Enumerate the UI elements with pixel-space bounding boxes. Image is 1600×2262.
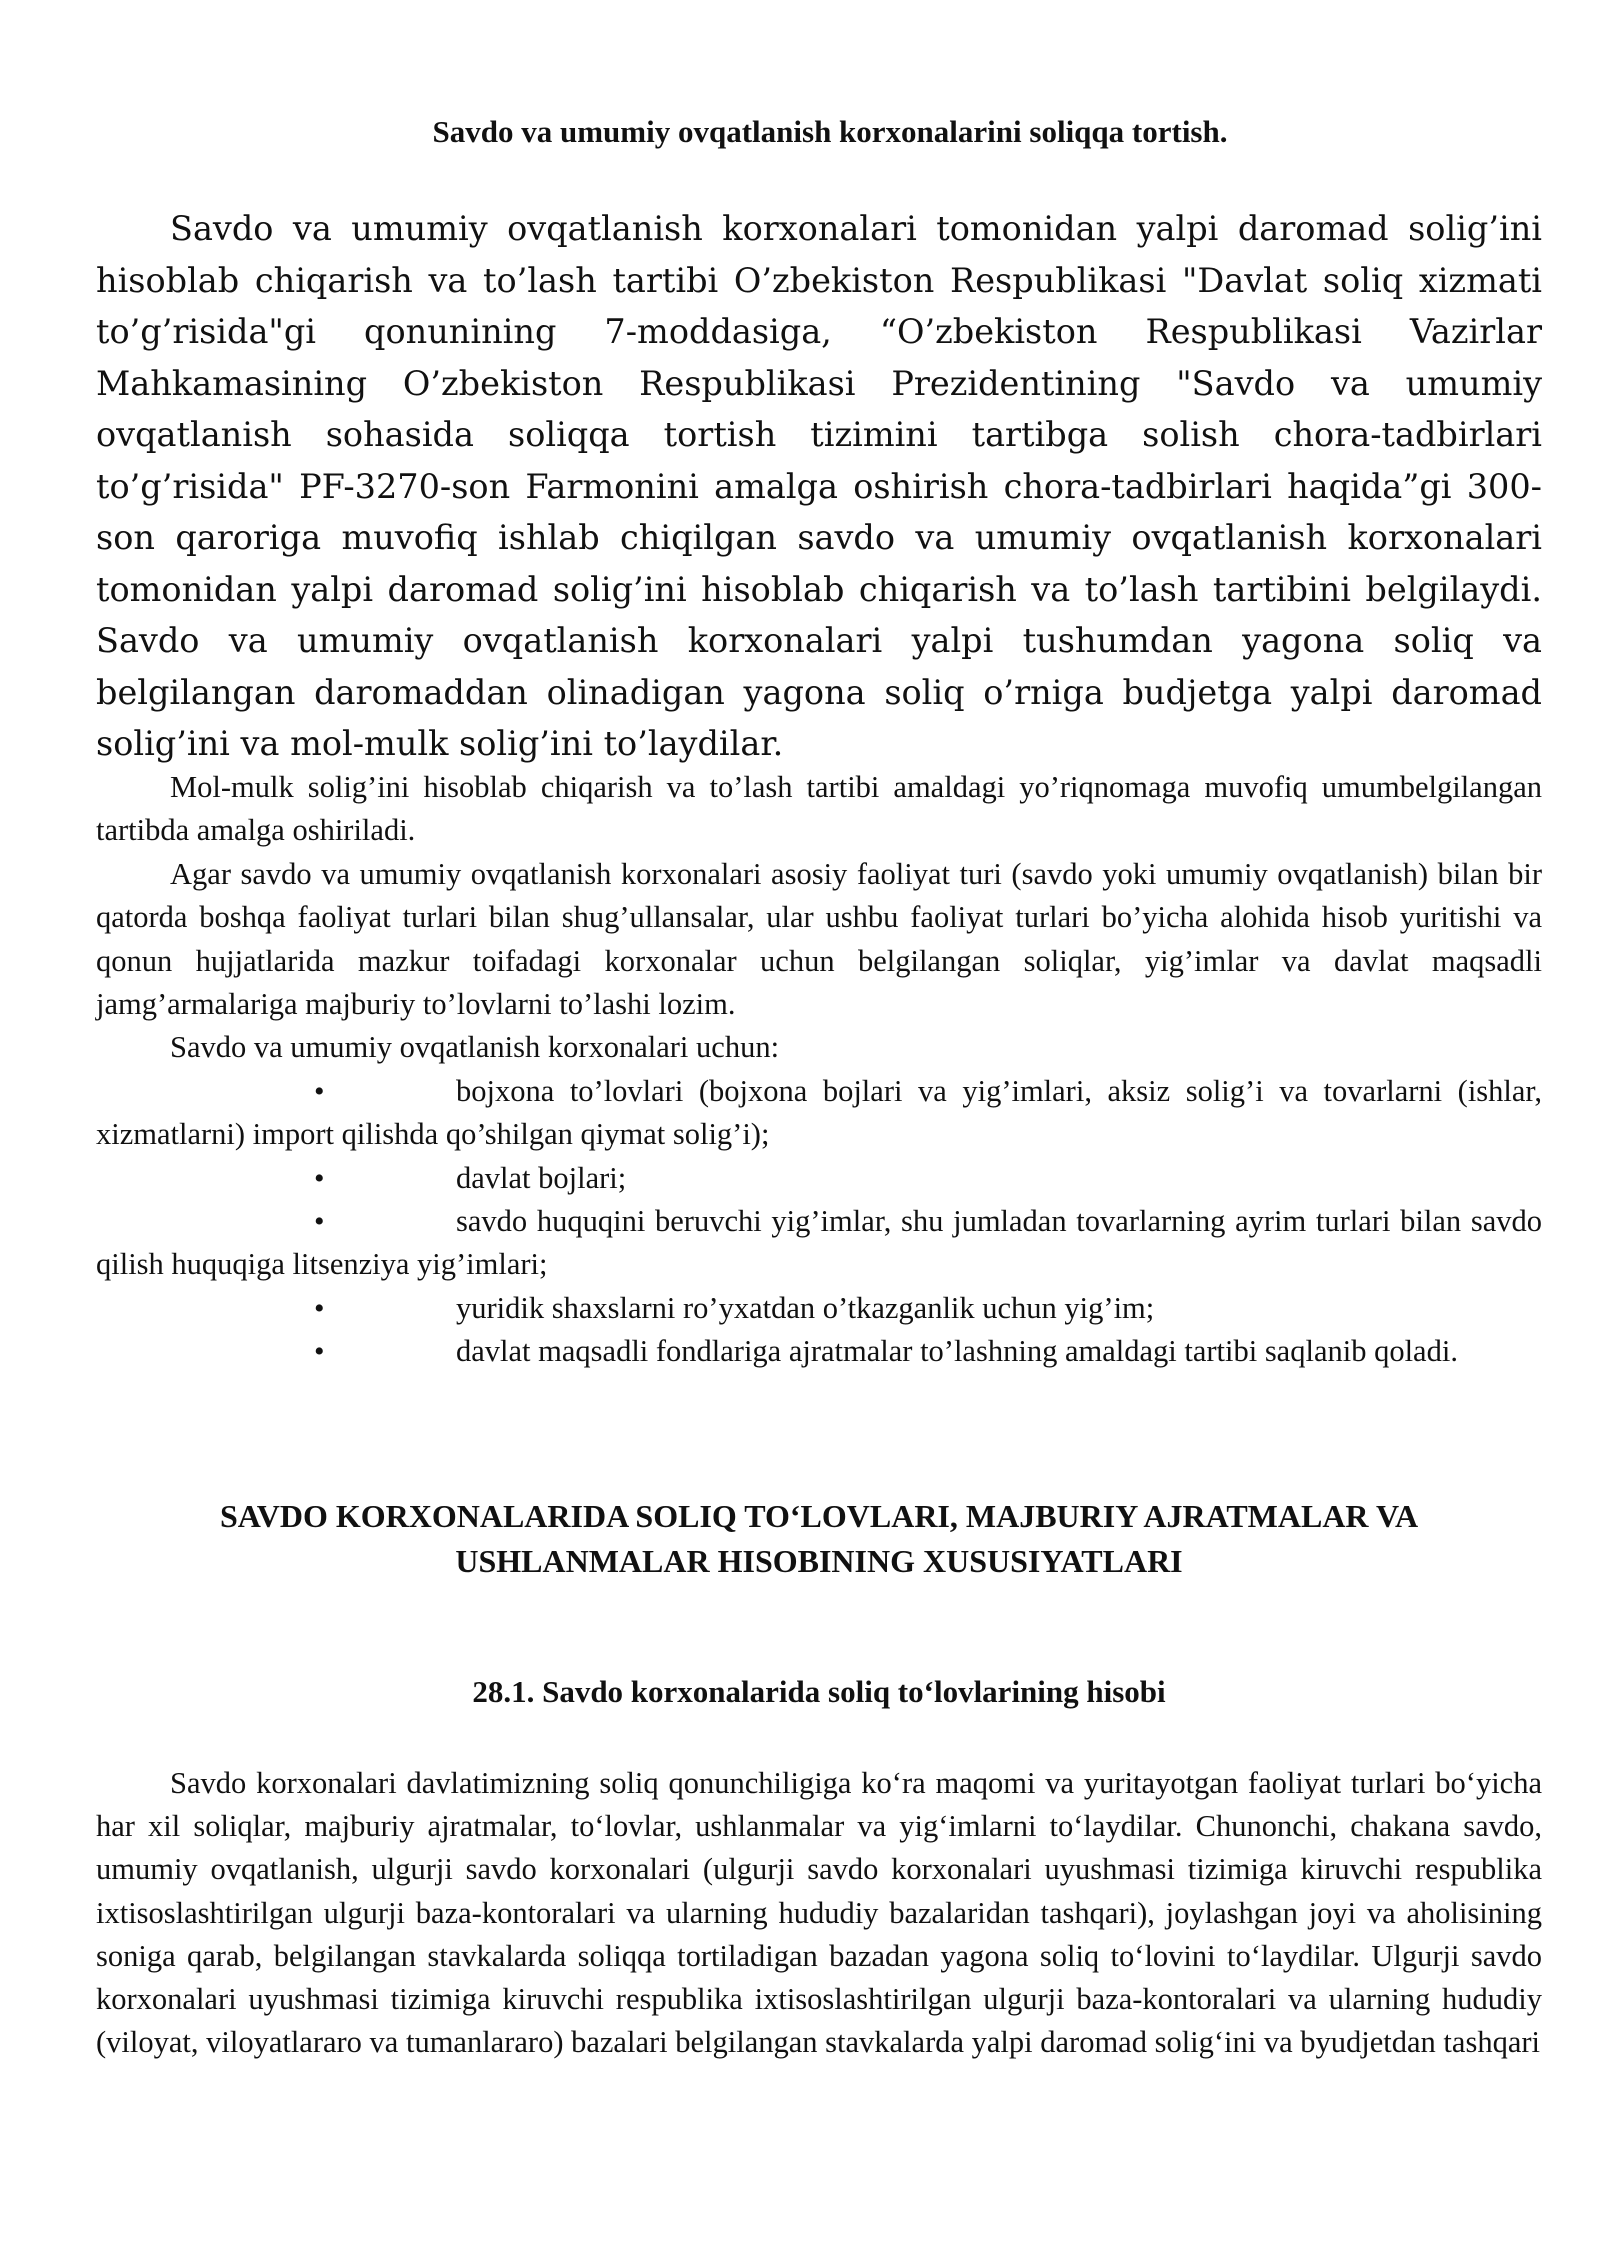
list-item-text: savdo huquqini beruvchi yig’imlar, shu jumladan tovarlarning ayrim turlari bilan savdo qilish huquqiga litsenziya yig’imlari; <box>96 1204 1542 1282</box>
intro-paragraph: Savdo va umumiy ovqatlanish korxonalari tomonidan yalpi daromad solig’ini hisoblab chiqarish va to’lash tartibi O’zbekiston Respublikasi "Davlat soliq xizmati to’g’risida"gi qonunining 7-moddasiga, “O’zbekiston Respublikasi Vazirlar Mahkamasining O’zbekiston Respublikasi Prezidentining "Savdo va umumiy ovqatlanish sohasida soliqqa tortish tizimini tartibga solish chora-tadbirlari to’g’risida" PF-3270-son Farmonini amalga oshirish chora-tadbirlari haqida”gi 300-son qaroriga muvofiq ishlab chiqilgan savdo va umumiy ovqatlanish korxonalari tomonidan yalpi daromad solig’ini hisoblab chiqarish va to’lash tartibini belgilaydi. Savdo va umumiy ovqatlanish korxonalari yalpi tushumdan yagona soliq va belgilangan daromaddan olinadigan yagona soliq o’rniga budjetga yalpi daromad solig’ini va mol-mulk solig’ini to’laydilar. <box>96 209 1542 763</box>
list-item-text: bojxona to’lovlari (bojxona bojlari va yig’imlari, aksiz solig’i va tovarlarni (ishlar, xizmatlarni) import qilishda qo’shilgan qiymat solig’i); <box>96 1073 1542 1152</box>
bullet-icon: • <box>314 1205 325 1239</box>
bullet-icon: • <box>314 1335 325 1369</box>
list-item <box>96 1200 1542 1287</box>
list-item <box>96 1157 1542 1200</box>
section-heading: SAVDO KORXONALARIDA SOLIQ TO‘LOVLARI, MAJBURIY AJRATMALAR VA USHLANMALAR HISOBINING XUSUSIYATLARI <box>219 1498 1419 1579</box>
bullet-icon: • <box>314 1291 325 1325</box>
list-item <box>96 1287 1542 1330</box>
paragraph-property-tax: Mol-mulk solig’ini hisoblab chiqarish va to’lash tartibi amaldagi yo’riqnomaga muvofiq umumbelgilangan tartibda amalga oshiriladi. <box>96 770 1542 848</box>
section-paragraph: Savdo korxonalari davlatimizning soliq qonunchiligiga ko‘ra maqomi va yuritayotgan faoliyat turlari bo‘yicha har xil soliqlar, majburiy ajratmalar, to‘lovlar, ushlanmalar va yig‘imlarni to‘laydilar. Chunonchi, chakana savdo, umumiy ovqatlanish, ulgurji savdo korxonalari (ulgurji savdo korxonalari uyushmasi tizimiga kiruvchi respublika ixtisoslashtirilgan ulgurji baza-kontoralari va ularning hududiy bazalaridan tashqari), joylashgan joyi va aholisining soniga qarab, belgilangan stavkalarda soliqqa tortiladigan bazadan yagona soliq to‘lovini to‘laydilar. Ulgurji savdo korxonalari uyushmasi tizimiga kiruvchi respublika ixtisoslashtirilgan ulgurji baza-kontoralari va ularning hududiy (viloyat, viloyatlararo va tumanlararo) bazalari belgilangan stavkalarda yalpi daromad solig‘ini va byudjetdan tashqari <box>96 1766 1542 2060</box>
list-item <box>96 1070 1542 1157</box>
list-item-text: yuridik shaxslarni ro’yxatdan o’tkazganlik uchun yig’im; <box>456 1290 1155 1325</box>
subsection-heading: 28.1. Savdo korxonalarida soliq to‘lovlarining hisobi <box>472 1674 1166 1709</box>
paragraph-other-activities: Agar savdo va umumiy ovqatlanish korxonalari asosiy faoliyat turi (savdo yoki umumiy ovqatlanish) bilan bir qatorda boshqa faoliyat turlari bilan shug’ullansalar, ular ushbu faoliyat turlari bo’yicha alohida hisob yuritishi va qonun hujjatlarida mazkur toifadagi korxonalar uchun belgilangan soliqlar, yig’imlar va davlat maqsadli jamg’armalariga majburiy to’lovlarni to’lashi lozim. <box>96 856 1542 1022</box>
list-item-text: davlat bojlari; <box>456 1160 627 1195</box>
bullet-icon: • <box>314 1074 325 1108</box>
document-title: Savdo va umumiy ovqatlanish korxonalarini soliqqa tortish. <box>432 114 1228 149</box>
list-item-text: davlat maqsadli fondlariga ajratmalar to’lashning amaldagi tartibi saqlanib qoladi. <box>456 1334 1458 1369</box>
list-item <box>96 1330 1542 1373</box>
paragraph-list-intro: Savdo va umumiy ovqatlanish korxonalari uchun: <box>170 1030 780 1065</box>
bullet-icon: • <box>314 1161 325 1195</box>
body-text <box>96 766 1542 1374</box>
